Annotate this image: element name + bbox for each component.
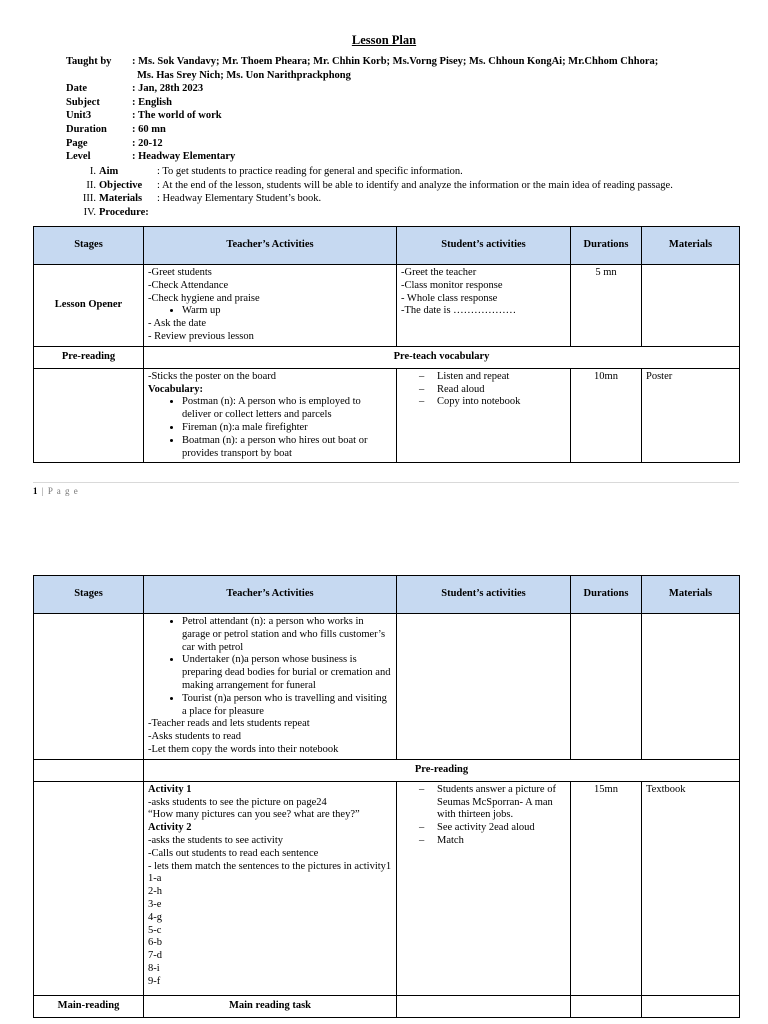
stage-label-cell: Main reading task [144, 995, 397, 1017]
meta-unit [66, 109, 726, 123]
table-row [34, 368, 740, 463]
activity1-label: Activity 1 [148, 783, 192, 795]
stage-cell: Main-reading [34, 995, 144, 1017]
teacher-cell [144, 265, 397, 347]
answer-line: 7-d [148, 950, 162, 962]
student-line: -The date is ……………… [401, 305, 517, 317]
vocabulary-label: Vocabulary: [148, 383, 204, 395]
materials-cell: Poster [642, 368, 740, 463]
stage-cell: Lesson Opener [34, 265, 144, 347]
teacher-line: -Asks students to read [148, 731, 242, 743]
list-item: – Students answer a picture of Seumas McSporran- A man with thirteen jobs. [419, 784, 566, 822]
student-list [401, 784, 566, 848]
student-line: - Whole class response [401, 292, 498, 304]
warmup-list [148, 305, 392, 318]
list-item: • Tourist (n)a person who is travelling and visiting a place for pleasure [182, 693, 392, 719]
list-item: • Postman (n): A person who is employed to deliver or collect letters and parcels [182, 396, 392, 422]
teacher-line: -Check Attendance [148, 279, 229, 291]
student-line: -Class monitor response [401, 279, 503, 291]
section-key: Procedure: [99, 206, 149, 218]
teacher-line: -Greet students [148, 267, 212, 278]
meta-key: Page [66, 137, 88, 149]
section-value: : To get students to practice reading for general and specific information. [157, 166, 463, 177]
answer-line: 9-f [148, 975, 161, 987]
table-header-row [34, 227, 740, 265]
teacher-line: - lets them match the sentences to the pictures in activity1 [148, 860, 392, 872]
teacher-cell [144, 614, 397, 760]
stage-label-cell: Pre-teach vocabulary [144, 346, 740, 368]
student-list [401, 371, 566, 409]
list-item: • Undertaker (n)a person whose business is preparing dead bodies for burial or cremation and making arrangement for funeral [182, 654, 392, 692]
stage-cell [34, 368, 144, 463]
list-item: – See activity 2ead aloud [419, 822, 566, 835]
meta-page [66, 137, 726, 151]
header-stages: Stages [34, 227, 144, 265]
answer-line: 2-h [148, 886, 162, 898]
lesson-sections [70, 165, 673, 219]
section-objective [70, 179, 673, 193]
footer-divider [33, 482, 739, 483]
meta-value: : 20-12 [132, 137, 163, 149]
section-number: I. [89, 166, 96, 177]
header-teacher-activities: Teacher’s Activities [144, 576, 397, 614]
meta-value: : The world of work [132, 110, 222, 122]
meta-key: Level [66, 151, 91, 163]
page-number: 1 [33, 486, 39, 496]
header-durations: Durations [571, 227, 642, 265]
meta-value: : English [132, 96, 172, 108]
header-materials: Materials [642, 227, 740, 265]
header-student-activities: Student’s activities [397, 227, 571, 265]
section-number: IV. [83, 206, 96, 218]
header-student-activities: Student’s activities [397, 576, 571, 614]
page-footer: 1 | P a g e [33, 486, 79, 496]
student-cell [397, 368, 571, 463]
list-item: – Listen and repeat [419, 371, 566, 384]
teacher-line: -Teacher reads and lets students repeat [148, 718, 310, 730]
list-item: – Read aloud [419, 384, 566, 397]
meta-key: Duration [66, 123, 107, 135]
section-procedure [70, 206, 673, 220]
section-aim [70, 165, 673, 179]
duration-cell [571, 614, 642, 760]
section-key: Aim [99, 166, 119, 177]
list-item: – Match [419, 835, 566, 848]
section-value: : At the end of the lesson, students will be able to identify and analyze the information or the main idea of reading passage. [157, 179, 673, 191]
student-cell [397, 265, 571, 347]
meta-key: Unit3 [66, 110, 92, 122]
teacher-line: -asks the students to see activity [148, 834, 284, 846]
answer-line: 4-g [148, 911, 162, 923]
teacher-line: -Calls out students to read each sentence [148, 847, 319, 859]
materials-cell [642, 614, 740, 760]
procedure-table-page2 [33, 575, 740, 1018]
duration-cell: 15mn [571, 781, 642, 995]
materials-cell [642, 265, 740, 347]
student-cell [397, 995, 571, 1017]
list-item: • Boatman (n): a person who hires out boat or provides transport by boat [182, 435, 392, 461]
procedure-table-page1 [33, 226, 740, 463]
teacher-line: -Check hygiene and praise [148, 292, 260, 304]
section-key: Materials [99, 193, 143, 205]
meta-key: Date [66, 83, 87, 95]
meta-duration [66, 123, 726, 137]
meta-value: : Headway Elementary [132, 151, 236, 163]
teacher-line: -asks students to see the picture on page24 [148, 796, 327, 808]
duration-cell: 10mn [571, 368, 642, 463]
teacher-line: -Let them copy the words into their notebook [148, 743, 339, 755]
stage-cell [34, 614, 144, 760]
list-item: • Petrol attendant (n): a person who works in garage or petrol station and who fills customer’s car with petrol [182, 616, 392, 654]
teacher-line: - Ask the date [148, 318, 207, 330]
stage-cell: Pre-reading [34, 346, 144, 368]
answer-line: 8-i [148, 962, 160, 974]
page-label: P a g e [47, 486, 79, 496]
stage-cell [34, 759, 144, 781]
meta-value: : Ms. Sok Vandavy; Mr. Thoem Pheara; Mr. Chhin Korb; Ms.Vorng Pisey; Ms. Chhoun KongAi; Mr.Chhom Chhora; [132, 56, 659, 67]
stage-label-cell: Pre-reading [144, 759, 740, 781]
lesson-meta [66, 55, 726, 164]
header-teacher-activities: Teacher’s Activities [144, 227, 397, 265]
list-item: • Warm up [182, 305, 392, 318]
meta-taught-by [66, 55, 726, 69]
list-item: • Fireman (n):a male firefighter [182, 422, 392, 435]
stage-cell [34, 781, 144, 995]
meta-level [66, 150, 726, 164]
duration-cell: 5 mn [571, 265, 642, 347]
materials-cell [642, 995, 740, 1017]
table-row [34, 265, 740, 347]
list-item: – Copy into notebook [419, 396, 566, 409]
meta-subject [66, 96, 726, 110]
section-materials [70, 192, 673, 206]
section-key: Objective [99, 179, 143, 191]
header-stages: Stages [34, 576, 144, 614]
meta-value: : Jan, 28th 2023 [132, 83, 204, 95]
teacher-line: -Sticks the poster on the board [148, 370, 277, 382]
table-row [34, 346, 740, 368]
answer-line: 3-e [148, 898, 162, 910]
meta-value: : 60 mn [132, 123, 166, 135]
meta-date [66, 82, 726, 96]
vocabulary-list [148, 396, 392, 460]
vocabulary-list [148, 616, 392, 718]
activity2-label: Activity 2 [148, 822, 192, 834]
section-number: II. [86, 179, 96, 191]
answer-line: 6-b [148, 937, 162, 949]
answer-line: 1-a [148, 873, 162, 885]
meta-key: Subject [66, 96, 100, 108]
table-header-row [34, 576, 740, 614]
section-value: : Headway Elementary Student’s book. [157, 193, 322, 205]
teacher-cell [144, 368, 397, 463]
teacher-cell [144, 781, 397, 995]
meta-taught-by-cont [66, 69, 726, 83]
table-row [34, 781, 740, 995]
table-row [34, 995, 740, 1017]
duration-cell [571, 995, 642, 1017]
meta-value: Ms. Has Srey Nich; Ms. Uon Narithprackphong [137, 69, 351, 81]
answer-line: 5-c [148, 924, 162, 936]
table-row [34, 759, 740, 781]
section-number: III. [82, 193, 96, 205]
meta-key: Taught by [66, 56, 112, 67]
document-title: Lesson Plan [351, 33, 417, 47]
teacher-line: “How many pictures can you see? what are they?” [148, 809, 360, 821]
header-materials: Materials [642, 576, 740, 614]
teacher-line: - Review previous lesson [148, 330, 254, 342]
table-row [34, 614, 740, 760]
student-cell [397, 614, 571, 760]
student-cell [397, 781, 571, 995]
student-line: -Greet the teacher [401, 267, 477, 278]
header-durations: Durations [571, 576, 642, 614]
materials-cell: Textbook [642, 781, 740, 995]
